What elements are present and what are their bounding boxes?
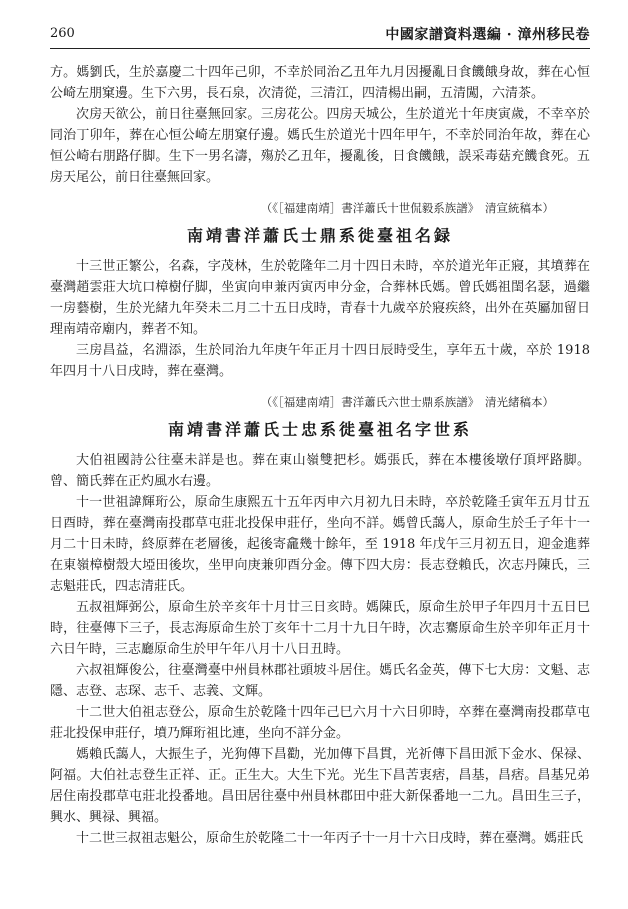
section-title: 南靖書洋蕭氏士鼎系徙臺祖名録 — [186, 226, 453, 245]
section-title: 南靖書洋蕭氏士忠系徙臺祖名字世系 — [167, 420, 472, 439]
page-number: 260 — [50, 26, 75, 41]
paragraph: 方。媽劉氏，生於嘉慶二十四年己卯，不幸於同治乙丑年九月因擾亂日食饑餓身故，葬在心恒公崎左朋窠邊。生下六男，長石泉，次清從，三清江，四清楊出嗣，五清闖，六清茶。 — [50, 65, 590, 101]
paragraph: 十三世正繁公，名森，字茂林，生於乾隆年二月十四日未時，卒於道光年正寢，其墳葬在臺灣趙雲莊大坑口樟樹仔脚，坐寅向申兼丙寅丙申分金，合葬林氏媽。曾氏媽祖閨名瑟，過繼一房藝樹，生於光緒九年癸未二月二十五日戌時，青春十九歲卒於寢疾終，出外在英屬加留日理南靖帝廟内，葬者不知。 — [50, 259, 590, 337]
paragraph: 六叔祖輝俊公，往臺灣臺中州員林郡社頭坡斗居住。媽氏名金英，傳下七大房：文魁、志隱、志登、志琛、志千、志義、文輝。 — [50, 663, 590, 699]
paragraph: 大伯祖國詩公往臺未詳是也。葬在東山嶺雙把杉。媽張氏，葬在本樓後墩仔頂坪路脚。曾、簡氏葬在正灼風水右邊。 — [50, 453, 590, 489]
paragraph: 十一世祖諱輝珩公，原命生康熙五十五年丙申六月初九日未時，卒於乾隆壬寅年五月廿五日酉時，葬在臺灣南投郡草屯莊北投保申莊仔，坐向不詳。媽曾氏藹人，原命生於壬子年十一月二十日未時，終原葬在老層後，起後寄龕幾十餘年，至 1918 年戊午三月初五日，迎金進葬在東嶺樟樹殼大埡田後坎，坐甲向庚兼卯酉分金。傳下四大房：長志登賴氏，次志丹陳氏，三志魁莊氏，四志清莊氏。 — [50, 495, 590, 594]
paragraph: 十二世大伯祖志登公，原命生於乾隆十四年己巳六月十六日卯時，卒葬在臺灣南投郡草屯莊北投保申莊仔，墳乃輝珩祖比連，坐向不詳分金。 — [50, 705, 590, 741]
paragraph: 三房昌益，名淵添，生於同治九年庚午年正月十四日辰時受生，享年五十歲，卒於 1918 年四月十八日戌時，葬在臺灣。 — [50, 343, 590, 379]
paragraph: 五叔祖輝弼公，原命生於辛亥年十月廿三日亥時。媽陳氏，原命生於甲子年四月十五日巳時，往臺傳下三子，長志海原命生於丁亥年十二月十九日午時，次志騫原命生於辛卯年正月十六日午時，三志廳原命生於甲午年八月十八日丑時。 — [50, 600, 590, 657]
source-citation: （《［福建南靖］書洋蕭氏十世侃毅系族譜》 清宣統稿本） — [260, 201, 554, 215]
paragraph: 十二世三叔祖志魁公，原命生於乾隆二十一年丙子十一月十六日戌時，葬在臺灣。媽莊氏 — [76, 831, 584, 846]
running-head: 中國家譜資料選編 · 漳州移民卷 — [385, 27, 590, 43]
page-header — [50, 22, 590, 49]
source-citation: （《［福建南靖］書洋蕭氏六世士鼎系族譜》 清光緒稿本） — [260, 395, 554, 409]
page-body — [50, 62, 590, 849]
paragraph: 媽賴氏藹人，大振生子，光狗傳下昌勸，光加傳下昌貫，光祈傳下昌田派下金水、保禄、阿福。大伯社志登生正祥、正。正生大。大生下光。光生下昌苦衷痞，昌基，昌痞。昌基兄弟居住南投郡草屯莊北投番地。昌田居往臺中州員林郡田中莊大新保番地一二九。昌田生三子，興水、興禄、興福。 — [50, 747, 590, 825]
paragraph: 次房天欲公，前日往臺無回家。三房花公。四房天城公，生於道光十年庚寅歲，不幸卒於同治丁卯年，葬在心恒公崎左朋窠仔邊。媽氏生於道光十四年甲午，不幸於同治年故，葬在心恒公崎右朋路仔脚。生下一男名濤，殤於乙丑年，擾亂後，日食饑餓，誤采毒菇充饑食死。五房天尾公，前日往臺無回家。 — [50, 107, 590, 185]
